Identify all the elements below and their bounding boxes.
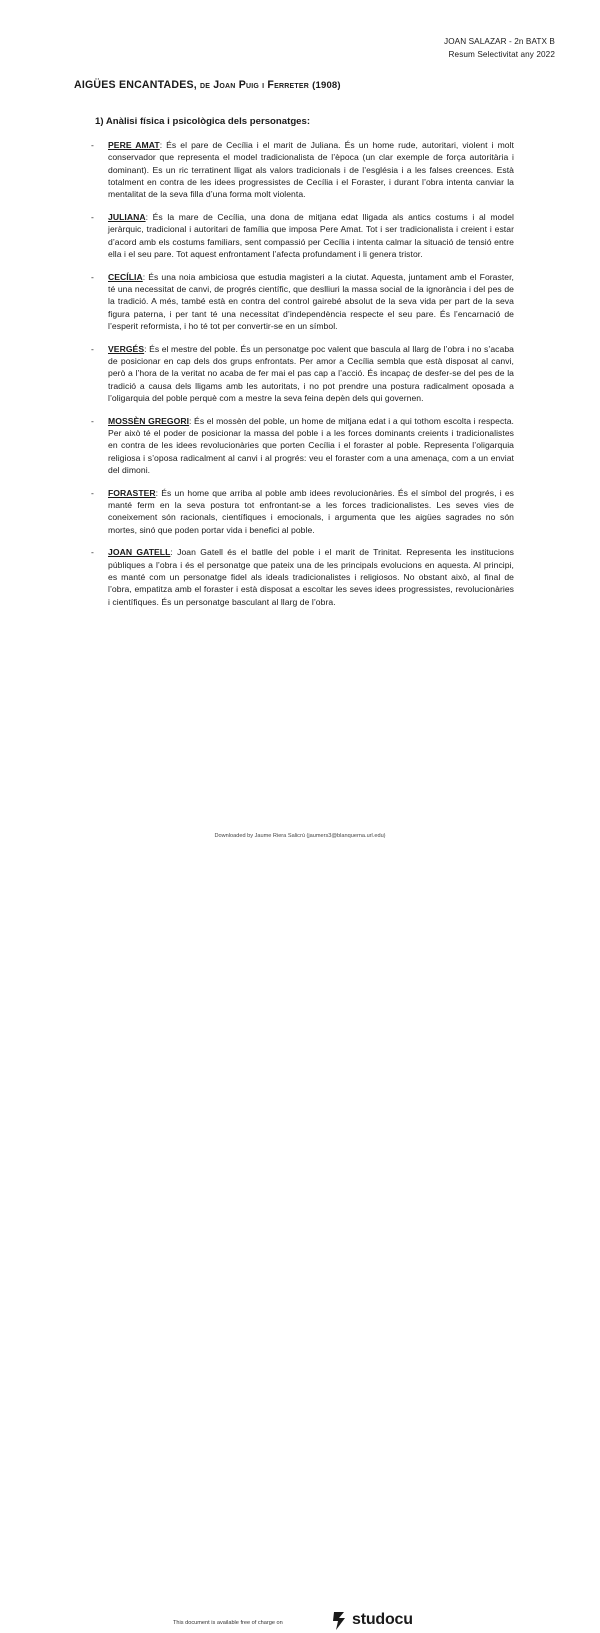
list-item (91, 487, 514, 536)
studocu-logo-icon (330, 1609, 350, 1633)
character-name: MOSSÈN GREGORI (108, 415, 190, 426)
course-line: Resum Selectivitat any 2022 (448, 49, 555, 59)
character-name: JOAN GATELL (108, 547, 171, 558)
character-description: : És un home que arriba al poble amb idees revolucionàries. És el símbol del progrés, i es manté ferm en la seva postura tot enfrontant-se a les forces tradicionalistes. Les seves vies de coneixement són racionals, científiques i emocionals, i argumenta que les aigües sagrades no són mortes, sinó que poden portar vida i benefici al poble. (108, 487, 514, 535)
list-item (91, 546, 514, 607)
character-description: : És una noia ambiciosa que estudia magisteri a la ciutat. Aquesta, juntament amb el Foraster, té una necessitat de canvi, de progrés científic, que deslliuri la massa social de la ignorància i del pes de la tradició. A més, també està en contra del control gairebé absolut de la seva vida per part de la seva figura paterna, i per tant té una necessitat d’independència respecte el seu pare. És l’encarnació de l’esperit reformista, i ho té tot per convertir-se en un símbol. (108, 271, 514, 331)
character-name: CECÍLIA (108, 271, 143, 282)
list-item (91, 343, 514, 404)
character-list (91, 139, 514, 618)
title-text: AIGÜES ENCANTADES, de Joan Puig i Ferreter (74, 79, 309, 91)
footer-note: This document is available free of charge on (173, 1620, 283, 1626)
studocu-logo[interactable] (330, 1609, 430, 1633)
character-description: : És el mossèn del poble, un home de mitjana edat i a qui tothom escolta i respecta. Per això té el poder de posicionar la massa del poble i a les forces dominants creients i tradicionalistes en contra de les idees revolucionàries que porten Cecília i el foraster al poble. Representa l’oligarquia religiosa i s’oposa radicalment al canvi i al progrés: veu el foraster com a una amenaça, com a un enviat del dimoni. (108, 415, 514, 475)
list-item (91, 415, 514, 476)
section-heading: 1) Anàlisi física i psicològica dels personatges: (95, 116, 311, 127)
document-title (74, 79, 341, 91)
character-description: : És la mare de Cecília, una dona de mitjana edat lligada als antics costums i al model jeràrquic, tradicional i autoritari de família que imposa Pere Amat. Tot i ser tradicionalista i creient i estar d’acord amb els costums familiars, sent compassió per Cecília i intenta calmar la situació de tensió entre ella i el seu pare. Tot aquest enfrontament l’afecta profundament i li genera tristor. (108, 211, 514, 259)
title-year: (1908) (312, 80, 341, 91)
character-description: : És el pare de Cecília i el marit de Juliana. És un home rude, autoritari, violent i molt conservador que representa el model tradicionalista de l’època (un clar exemple de força autoritària i dominant). Es un ric terratinent lligat als valors tradicionals i de l’església i a les falses creences. Està totalment en contra de les idees progressistes de Cecília i el Foraster, i durant l’obra intenta canviar la mentalitat de la seva filla d’una forma molt violenta. (108, 140, 514, 200)
character-name: VERGÉS (108, 343, 145, 354)
author-line: JOAN SALAZAR - 2n BATX B (444, 37, 555, 46)
download-notice: Downloaded by Jaume Riera Salicrú (jaumers3@blanquerna.url.edu) (214, 833, 386, 839)
character-name: JULIANA (108, 211, 146, 222)
character-name: FORASTER (108, 487, 156, 498)
brand-name: studocu (352, 1611, 413, 1628)
list-item (91, 211, 514, 260)
page-header (444, 36, 555, 61)
character-description: : Joan Gatell és el batlle del poble i el marit de Trinitat. Representa les institucions públiques a l’obra i és el personatge que pateix una de les principals evolucions en aquesta. Al principi, es manté com un personatge fidel als ideals tradicionalistes i religiosos. No obstant això, al final de l’obra, empatitza amb el foraster i està disposat a escoltar les seves idees progressistes, revolucionàries i científiques. És un personatge basculant al llarg de l’obra. (108, 547, 514, 607)
character-description: : És el mestre del poble. És un personatge poc valent que bascula al llarg de l’obra i no s’acaba de posicionar en cap dels dos grups enfrontats. Per amor a Cecília sembla que està disposat al canvi, però a l’hora de la veritat no acaba de fer mai el pas cap a l’acció. És incapaç de desfer-se del pes de la tradició a causa dels lligams amb les autoritats, i no pot prendre una postura radicalment oposada a l’oligarquia del poble perquè com a mestre la seva feina depèn dels qui governen. (108, 343, 514, 403)
character-name: PERE AMAT (108, 140, 160, 150)
list-item (91, 271, 514, 332)
list-item (91, 139, 514, 200)
